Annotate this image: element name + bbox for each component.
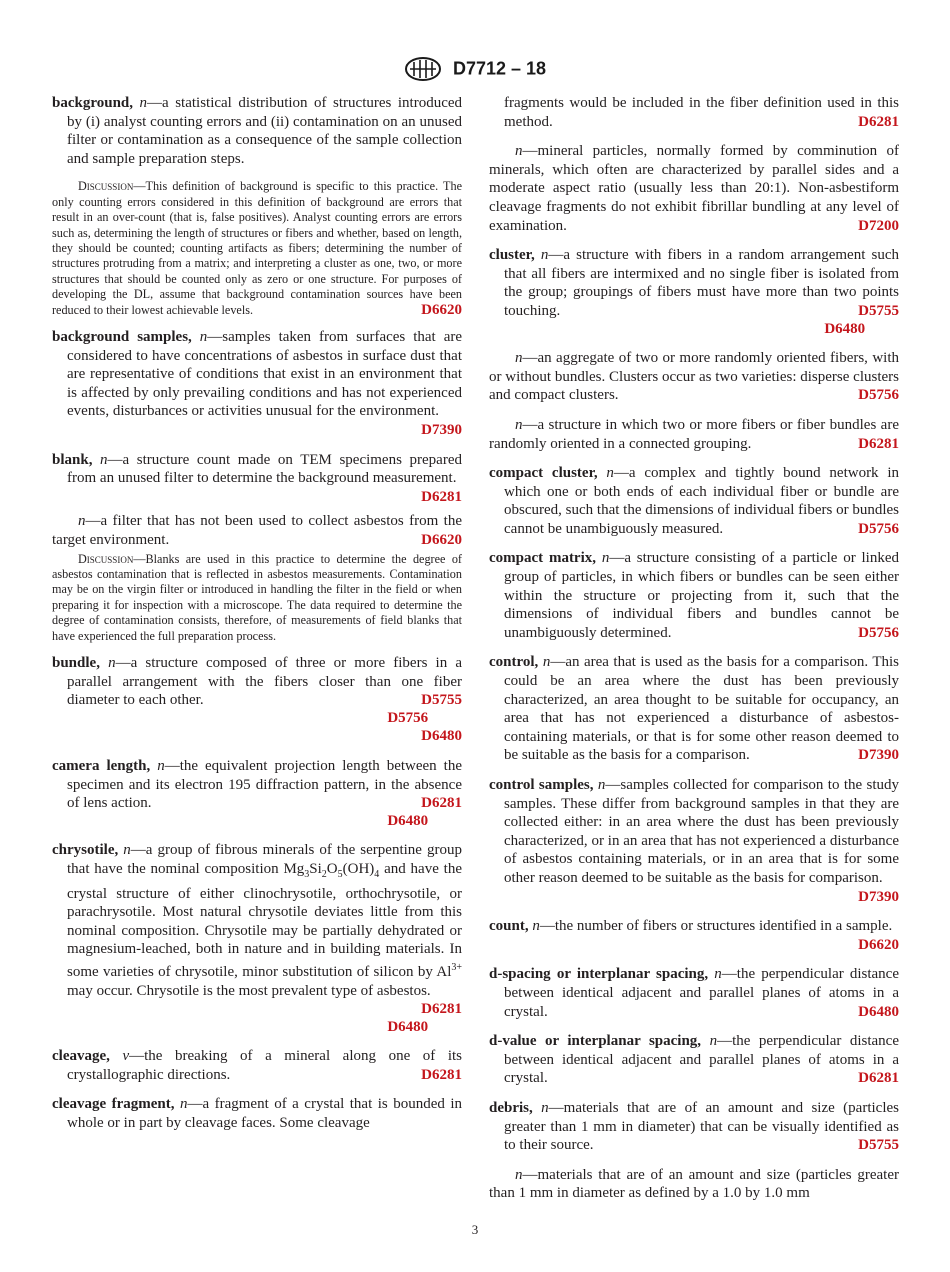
- page-number: 3: [471, 1222, 479, 1237]
- entry-control: control, n—an area that is used as the basis for a comparison. This could be an area where the dust has been previously characterized, an area thought to be suitable for occupancy, an area that has not experienced a disturbance of asbestos-containing materials, or that is for some other reason deemed to be suitable as the basis for a comparison. D7390: [489, 654, 900, 764]
- entry-d-spacing: d-spacing or interplanar spacing, n—the perpendicular distance between identical adjacent and parallel planes of atoms in a crystal. D6480: [489, 966, 899, 1020]
- entry-cluster: cluster, n—a structure with fibers in a random arrangement such that all fibers are intermixed and no single fiber is isolated from the group; groupings of fibers must have more than two points touching. D5755 D6480: [489, 247, 899, 337]
- entry-background-samples: background samples, n—samples taken from surfaces that are considered to have concentrations of asbestos in surface dust that are representative of conditions that exist in an environment that is affected by only prevailing conditions and has not experienced events, disturbances or activities unusual for the environment. D7390: [52, 329, 462, 438]
- entry-cleavage-fragment-cont: fragments would be included in the fiber definition used in this method. D6281: [504, 95, 899, 130]
- reference-link[interactable]: D5756: [387, 709, 429, 726]
- reference-link[interactable]: D7390: [421, 422, 462, 438]
- reference-link[interactable]: D5755: [421, 692, 462, 709]
- reference-link[interactable]: D6480: [421, 728, 462, 745]
- reference-link[interactable]: D6281: [421, 1066, 462, 1083]
- reference-link[interactable]: D5756: [858, 624, 899, 641]
- entry-d-value: d-value or interplanar spacing, n—the perpendicular distance between identical adjacent and parallel planes of atoms in a crystal. D6281: [489, 1033, 899, 1087]
- reference-link[interactable]: D6281: [421, 1001, 462, 1018]
- entry-cluster-alt: n—an aggregate of two or more randomly oriented fibers, with or without bundles. Clusters occur as two varieties: disperse clusters and compact clusters. D5756: [489, 350, 899, 404]
- discussion-background: Discussion—This definition of background is specific to this practice. The only counting errors considered in this definition of background are errors that result in an over-count (that is, false positives). Analyst counting errors are errors such as, determining the length of structures or fibers and whether, based on length, they should be counted; counting artifacts as fibers; determining the number of structures protruding from a matrix; and interpreting a cluster as one, two, or more structures that should be counted only as zero or one structure. For purposes of developing the DL, assume that background contamination sources have been reduced to their lowest achievable levels. D6620: [52, 179, 462, 318]
- reference-link[interactable]: D6480: [858, 1003, 899, 1020]
- entry-count: count, n—the number of fibers or structures identified in a sample. D6620: [489, 918, 899, 953]
- entry-blank-alt: n—a filter that has not been used to collect asbestos from the target environment. D6620: [52, 513, 462, 548]
- chemical-formula: $Mg_3Si_2O_5(OH)_4$: [283, 860, 380, 880]
- entry-cluster-alt2: n—a structure in which two or more fibers or fiber bundles are randomly oriented in a connected grouping. D6281: [489, 416, 899, 452]
- right-column: [489, 94, 899, 1214]
- entry-bundle: bundle, n—a structure composed of three or more fibers in a parallel arrangement with the fibers closer than one fiber diameter to each other. D5755 D5756 D6480: [52, 655, 462, 745]
- reference-link[interactable]: D6480: [824, 320, 866, 337]
- reference-link[interactable]: D5756: [858, 387, 899, 404]
- reference-link[interactable]: D7200: [858, 217, 899, 234]
- reference-list: [504, 320, 899, 339]
- entry-compact-matrix: compact matrix, n—a structure consisting of a particle or linked group of particles, in which fibers or bundles can be seen either within the structure or projecting from it, such that the dimensions of individual fibers and bundles cannot be unambiguously determined. D5756: [489, 550, 900, 641]
- reference-link[interactable]: D6480: [387, 812, 429, 829]
- astm-logo-icon: [404, 56, 442, 82]
- term: background,: [52, 95, 134, 111]
- left-column: [52, 94, 462, 1144]
- entry-cleavage: cleavage, v—the breaking of a mineral along one of its crystallographic directions. D6281: [52, 1048, 463, 1083]
- entry-control-samples: control samples, n—samples collected for comparison to the study samples. These differ from background samples in that they are collected either: in an area where the dust has been previously characterized, or in an area that has not experienced a disturbance of asbestos containing materials, or in an area that is for some other reason deemed to be suitable as the basis for comparison. D7390: [489, 777, 900, 905]
- reference-list: [67, 709, 462, 746]
- reference-link[interactable]: D6281: [858, 1070, 899, 1087]
- reference-link[interactable]: D6281: [421, 795, 462, 812]
- reference-link[interactable]: D6620: [421, 531, 462, 548]
- reference-list: [67, 1018, 462, 1037]
- reference-link[interactable]: D6281: [421, 488, 462, 505]
- entry-cleavage-fragment-alt: n—mineral particles, normally formed by comminution of minerals, which often are characterized by parallel sides and a moderate aspect ratio (usually less than 20:1). Non-asbestiform cleavage fragments do not exhibit fibrillar bundling at any level of examination. D7200: [489, 143, 899, 234]
- entry-debris: debris, n—materials that are of an amount and size (particles greater than 1 mm in diameter) that can be visually identified as to their source. D5755: [489, 1099, 899, 1154]
- discussion-blank: Discussion—Blanks are used in this practice to determine the degree of asbestos contamination that is reflected in asbestos measurements. Contamination may be on the virgin filter or introduced in handling the filter in the field or when preparing it for inspection with a microscope. The data required to determine the degree of contamination consists, therefore, of measurements of field blanks that have experienced the full preparation process.: [52, 551, 462, 643]
- reference-link[interactable]: D6480: [387, 1018, 429, 1035]
- entry-debris-alt: n—materials that are of an amount and size (particles greater than 1 mm in diameter as defined by a 1.0 by 1.0 mm: [489, 1166, 899, 1202]
- reference-link[interactable]: D6281: [858, 435, 899, 452]
- reference-link[interactable]: D5755: [858, 302, 899, 319]
- reference-list: [67, 812, 462, 831]
- reference-link[interactable]: D7390: [858, 747, 899, 764]
- page-header: [0, 56, 950, 82]
- entry-chrysotile: chrysotile, n—a group of fibrous minerals of the serpentine group that have the nominal composition $Mg_3Si_2O_5(OH)_4$ and have the crystal structure of either clinochrysotile, orthochrysotile, or parachrysotile. Most natural chrysotile deviates little from this nominal composition. Chrysotile may be partially dehydrated or magnesium-leached, both in nature and in building materials. In some varieties of chrysotile, minor substitution of silicon by $Al^{3+}$ may occur. Chrysotile is the most prevalent type of asbestos. D6281 D6480: [52, 842, 463, 1035]
- reference-link[interactable]: D7390: [858, 888, 899, 905]
- entry-camera-length: camera length, n—the equivalent projection length between the specimen and its electron 195 diffraction pattern, in the absence of lens action. D6281 D6480: [52, 757, 462, 829]
- reference-link[interactable]: D5756: [858, 520, 899, 537]
- entry-blank: blank, n—a structure count made on TEM specimens prepared from an unused filter to determine the background measurement. D6281: [52, 451, 462, 505]
- reference-link[interactable]: D6281: [858, 113, 899, 130]
- entry-compact-cluster: compact cluster, n—a complex and tightly bound network in which one or both ends of each individual fiber or bundle are obscured, such that the dimensions of individual fibers or bundles cannot be unambiguously measured. D5756: [489, 465, 900, 537]
- reference-link[interactable]: D6620: [421, 301, 462, 318]
- reference-link[interactable]: D6620: [858, 936, 899, 953]
- entry-background: background, n—a statistical distribution of structures introduced by (i) analyst counting errors and (ii) contamination on an unused filter or contamination as a consequence of the sample collection and sample preparation steps.: [52, 95, 463, 167]
- entry-cleavage-fragment: cleavage fragment, n—a fragment of a crystal that is bounded in whole or in part by cleavage faces. Some cleavage: [52, 1096, 462, 1132]
- reference-link[interactable]: D5755: [858, 1137, 899, 1154]
- document-id: D7712 – 18: [452, 58, 547, 79]
